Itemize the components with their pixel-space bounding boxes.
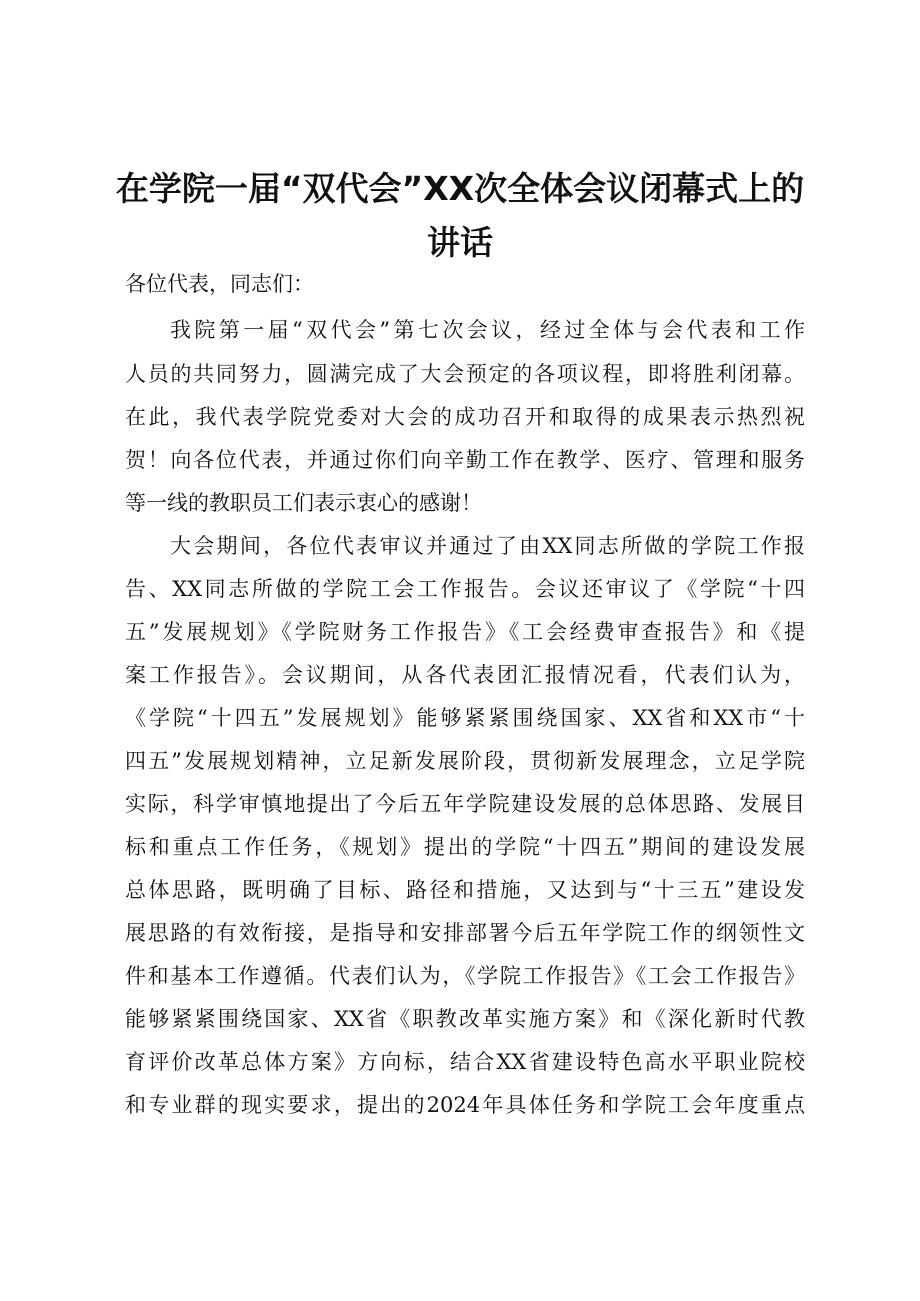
body-line: 告、XX同志所做的学院工会工作报告。会议还审议了《学院“十四 [125, 577, 805, 601]
body-line: 总体思路，既明确了目标、路径和措施，又达到与“十三五”建设发 [125, 878, 805, 902]
body-line: 标和重点工作任务，《规划》提出的学院“十四五”期间的建设发展 [125, 835, 805, 859]
body-line: 我院第一届“双代会”第七次会议，经过全体与会代表和工作 [170, 318, 805, 342]
body-line: 案工作报告》。会议期间，从各代表团汇报情况看，代表们认为， [125, 663, 805, 687]
body-line: 贺！向各位代表，并通过你们向辛勤工作在教学、医疗、管理和服务 [125, 448, 805, 472]
body-line: 五”发展规划》《学院财务工作报告》《工会经费审查报告》和《提 [125, 620, 805, 644]
body-line: 在此，我代表学院党委对大会的成功召开和取得的成果表示热烈祝 [125, 405, 805, 429]
document-title-line-1: 在学院一届“双代会”XX次全体会议闭幕式上的 [115, 169, 805, 208]
body-line: 人员的共同努力，圆满完成了大会预定的各项议程，即将胜利闭幕。 [125, 362, 805, 386]
salutation: 各位代表，同志们： [125, 272, 314, 296]
body-line: 四五”发展规划精神，立足新发展阶段，贯彻新发展理念，立足学院 [125, 749, 805, 773]
body-line: 大会期间，各位代表审议并通过了由XX同志所做的学院工作报 [170, 534, 805, 558]
body-line: 件和基本工作遵循。代表们认为，《学院工作报告》《工会工作报告》 [125, 964, 805, 988]
body-line: 和专业群的现实要求，提出的2024年具体任务和学院工会年度重点 [125, 1093, 805, 1117]
body-line: 《学院“十四五”发展规划》能够紧紧围绕国家、XX省和XX市“十 [125, 706, 805, 730]
document-title-line-2: 讲话 [427, 223, 493, 262]
body-line: 展思路的有效衔接，是指导和安排部署今后五年学院工作的纲领性文 [125, 921, 805, 945]
body-line: 能够紧紧围绕国家、XX省《职教改革实施方案》和《深化新时代教 [125, 1007, 805, 1031]
body-line: 实际，科学审慎地提出了今后五年学院建设发展的总体思路、发展目 [125, 792, 805, 816]
body-line: 育评价改革总体方案》方向标，结合XX省建设特色高水平职业院校 [125, 1050, 805, 1074]
body-line: 等一线的教职员工们表示衷心的感谢！ [125, 491, 482, 515]
